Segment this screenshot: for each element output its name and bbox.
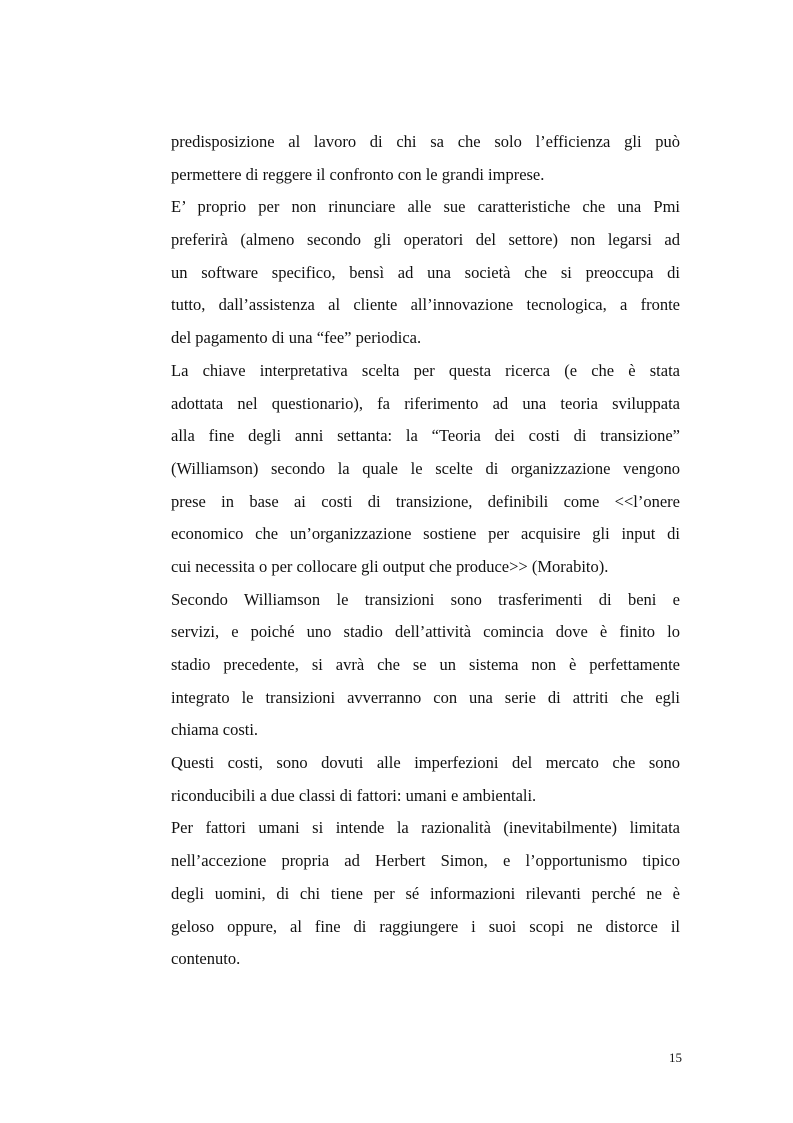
text-line: cui necessita o per collocare gli output che produce>> (Morabito). [171, 556, 609, 576]
text-line: preferirà (almeno secondo gli operatori del settore) non legarsi ad [171, 230, 680, 250]
text-line: tutto, dall’assistenza al cliente all’innovazione tecnologica, a fronte [171, 295, 680, 315]
text-line: stadio precedente, si avrà che se un sistema non è perfettamente [171, 655, 680, 674]
text-line: permettere di reggere il confronto con le grandi imprese. [171, 164, 545, 184]
text-line: alla fine degli anni settanta: la “Teoria dei costi di transizione” [171, 426, 680, 446]
text-line: predisposizione al lavoro di chi sa che solo l’efficienza gli può [171, 132, 680, 151]
text-line: Secondo Williamson le transizioni sono trasferimenti di beni e [171, 589, 680, 609]
text-line: adottata nel questionario), fa riferimento ad una teoria sviluppata [171, 393, 680, 413]
text-line: servizi, e poiché uno stadio dell’attività comincia dove è finito lo [171, 622, 680, 642]
text-line: (Williamson) secondo la quale le scelte di organizzazione vengono [171, 458, 680, 478]
text-line: prese in base ai costi di transizione, definibili come <<l’onere [171, 491, 680, 511]
text-line: integrato le transizioni avverranno con una serie di attriti che egli [171, 687, 680, 707]
text-line: contenuto. [171, 949, 241, 969]
text-line: nell’accezione propria ad Herbert Simon, e l’opportunismo tipico [171, 851, 680, 871]
text-line: del pagamento di una “fee” periodica. [171, 328, 422, 348]
text-line: degli uomini, di chi tiene per sé informazioni rilevanti perché ne è [171, 883, 680, 903]
text-line: un software specifico, bensì ad una società che si preoccupa di [171, 262, 680, 282]
text-line: chiama costi. [171, 720, 259, 740]
text-line: riconducibili a due classi di fattori: umani e ambientali. [171, 785, 537, 805]
page-number: 15 [669, 1050, 682, 1065]
text-line: Questi costi, sono dovuti alle imperfezioni del mercato che sono [171, 753, 680, 773]
text-line: economico che un’organizzazione sostiene per acquisire gli input di [171, 524, 680, 544]
body-text [171, 126, 680, 976]
text-line: Per fattori umani si intende la razionalità (inevitabilmente) limitata [171, 818, 680, 838]
text-line: La chiave interpretativa scelta per questa ricerca (e che è stata [171, 360, 680, 380]
text-line: geloso oppure, al fine di raggiungere i suoi scopi ne distorce il [171, 916, 680, 936]
text-line: E’ proprio per non rinunciare alle sue caratteristiche che una Pmi [171, 197, 680, 217]
